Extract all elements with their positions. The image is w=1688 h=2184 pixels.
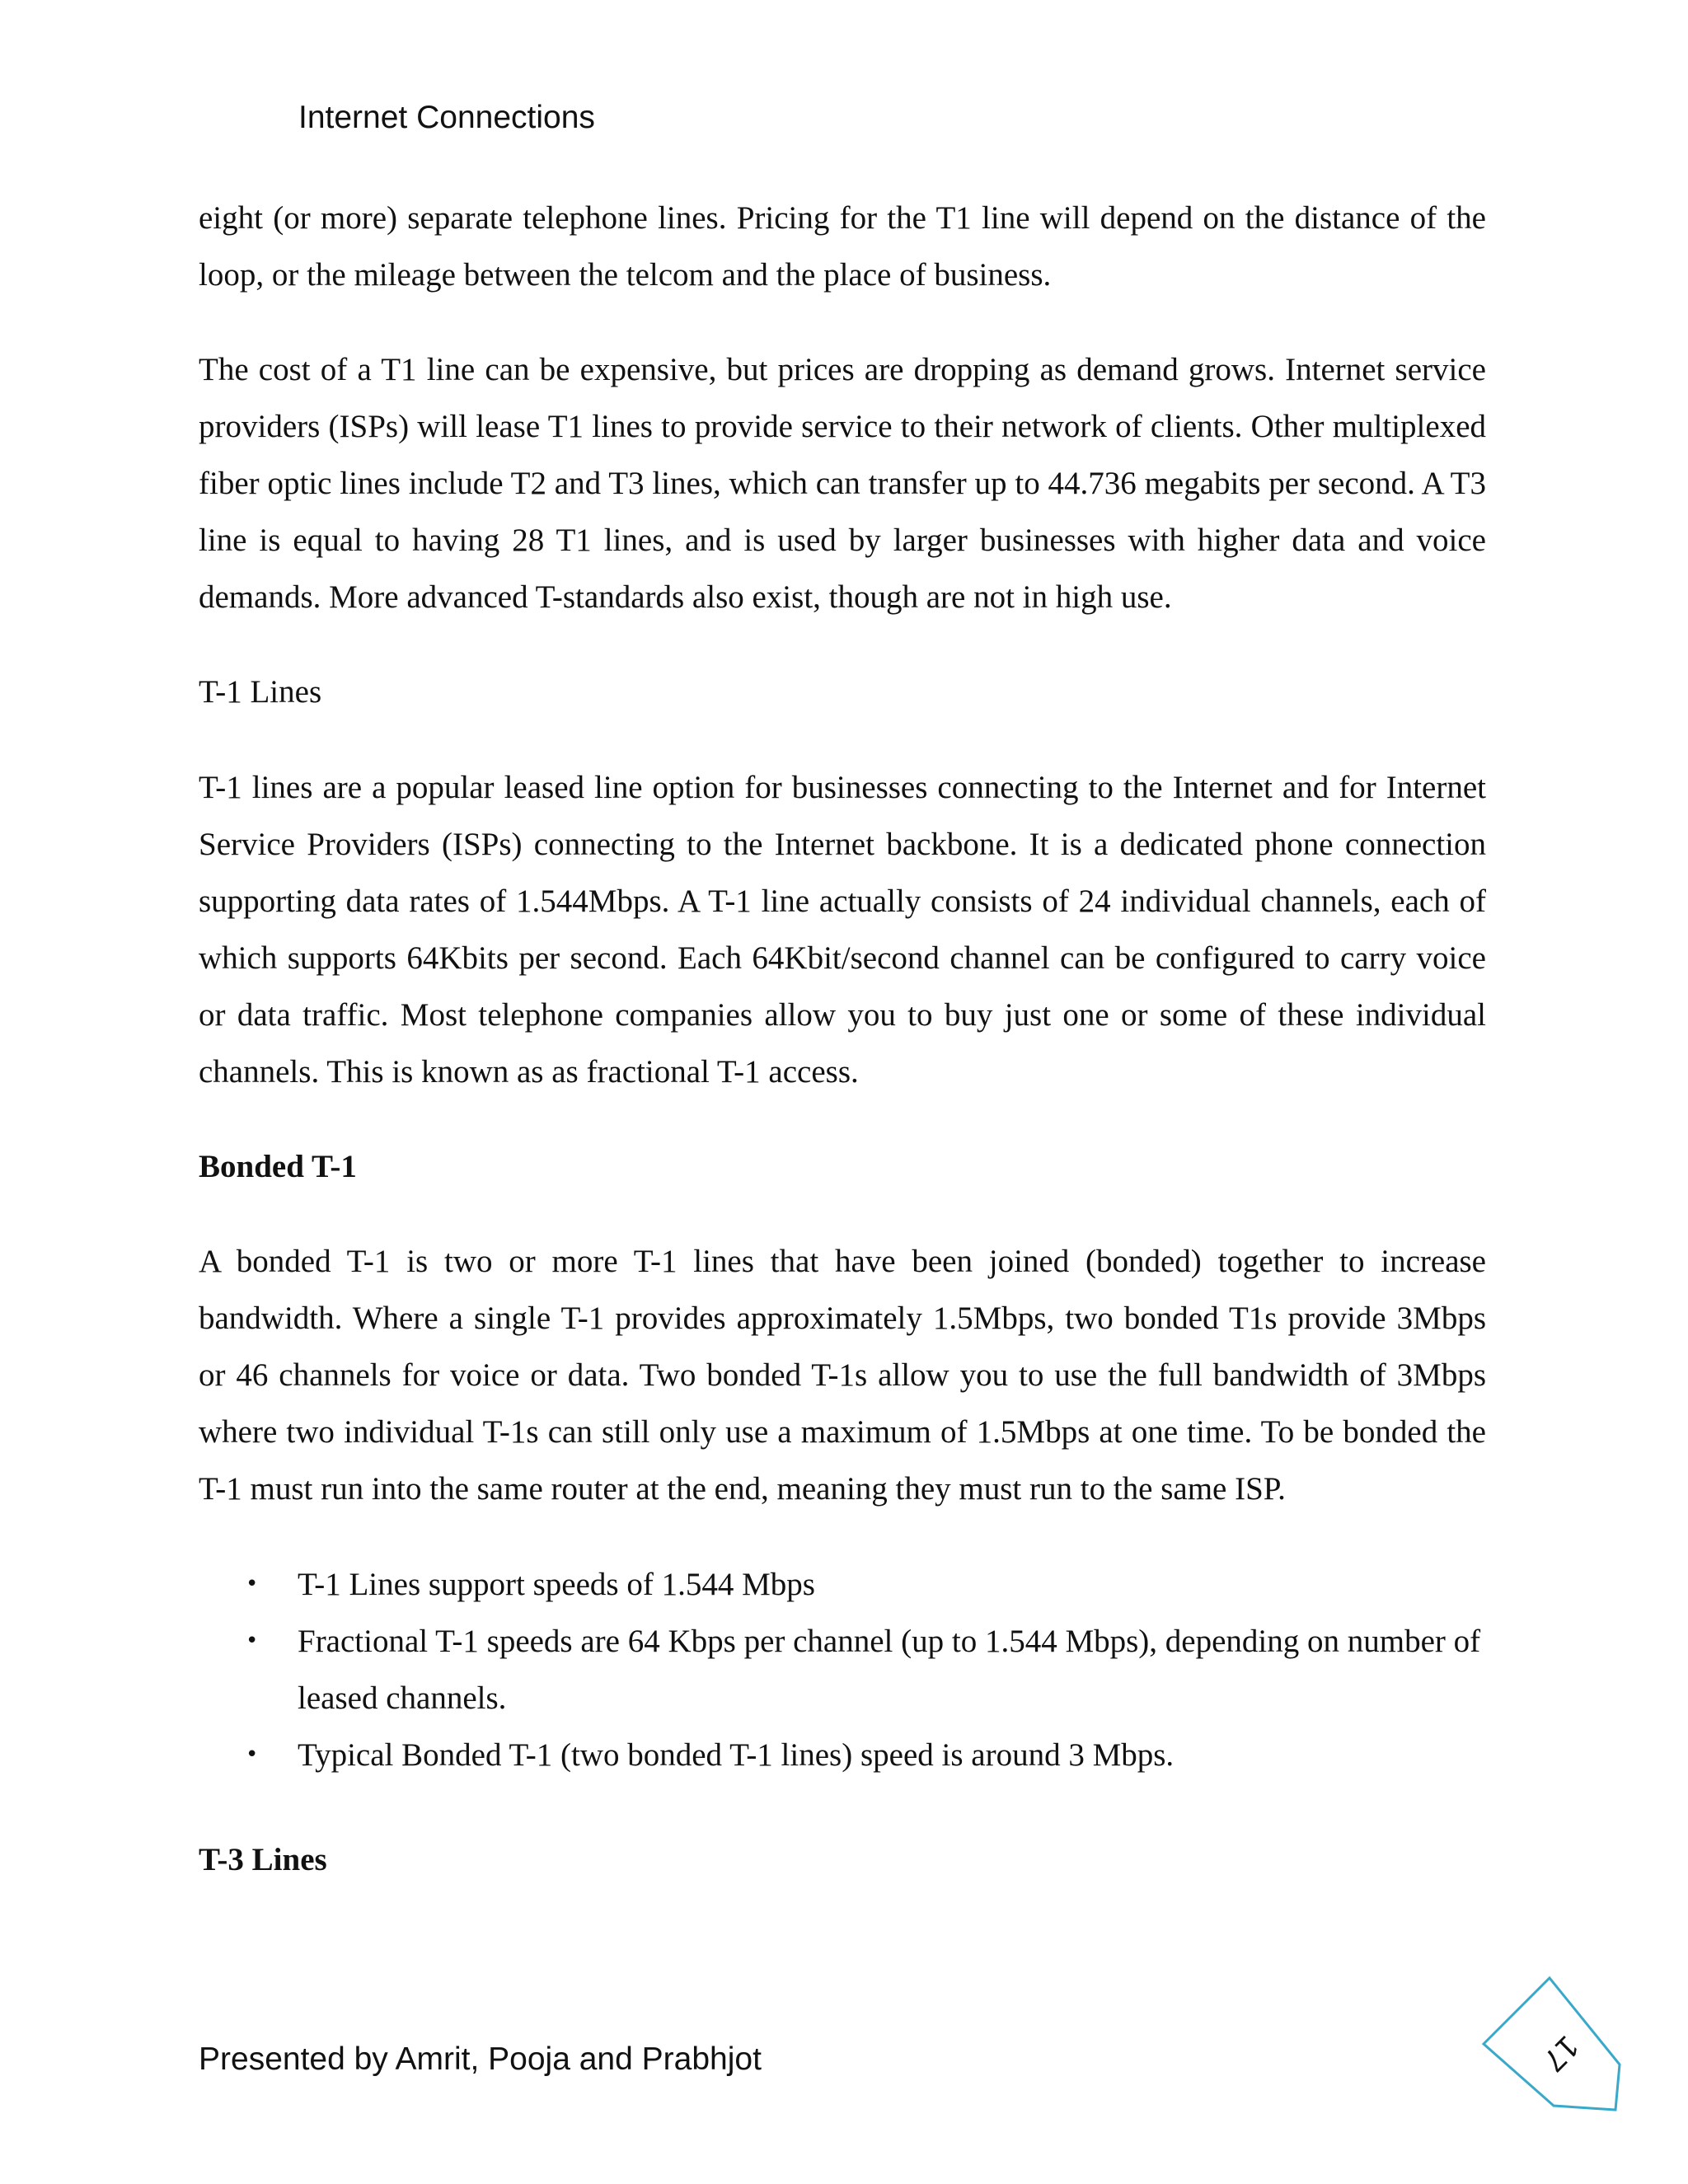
body-text-p4 (199, 1233, 1486, 1517)
body-text (199, 190, 1486, 303)
list-item-text: T-1 Lines support speeds of 1.544 Mbps (298, 1567, 815, 1602)
heading-block-bonded (199, 1138, 1486, 1195)
bullet-list (199, 1556, 1486, 1783)
page-number: 17 (1536, 2028, 1586, 2079)
paragraph-t1-cost: The cost of a T1 line can be expensive, but prices are dropping as demand grows. Internet service providers (ISPs) will lease T1 lines to provide service to their network of clients. Other multiplexed fiber optic lines include T2 and T3 lines, which can transfer up to 44.736 megabits per second. A T3 line is equal to having 28 T1 lines, and is used by larger businesses with higher data and voice demands. More advanced T-standards also exist, though are not in high use. (199, 352, 1486, 615)
heading-t1-lines: T-1 Lines (199, 674, 322, 710)
list-item-text: Typical Bonded T-1 (two bonded T-1 lines) speed is around 3 Mbps. (298, 1737, 1175, 1773)
paragraph-continuation: eight (or more) separate telephone lines. Pricing for the T1 line will depend on the distance of the loop, or the mileage between the telcom and the place of business. (199, 200, 1486, 293)
heading-block-t1 (199, 663, 1486, 720)
list-item (199, 1613, 1486, 1727)
body-text-p3 (199, 759, 1486, 1100)
footer-presenters: Presented by Amrit, Pooja and Prabhjot (199, 2041, 762, 2077)
heading-block-t3 (199, 1831, 1486, 1888)
bullet-list-block (199, 1556, 1486, 1783)
bullet-icon: • (246, 1629, 259, 1653)
body-text-p2 (199, 341, 1486, 626)
list-item (199, 1727, 1486, 1783)
page-header-title: Internet Connections (298, 100, 595, 135)
paragraph-t1-description: T-1 lines are a popular leased line option for businesses connecting to the Internet and for Internet Service Providers (ISPs) connecting to the Internet backbone. It is a dedicated phone connection supporting data rates of 1.544Mbps. A T-1 line actually consists of 24 individual channels, each of which supports 64Kbits per second. Each 64Kbit/second channel can be configured to carry voice or data traffic. Most telephone companies allow you to buy just one or some of these individual channels. This is known as as fractional T-1 access. (199, 770, 1486, 1090)
heading-t3-lines: T-3 Lines (199, 1842, 327, 1877)
bullet-icon: • (246, 1572, 259, 1596)
list-item-text: Fractional T-1 speeds are 64 Kbps per channel (up to 1.544 Mbps), depending on number of leased channels. (298, 1624, 1481, 1716)
paragraph-bonded-t1: A bonded T-1 is two or more T-1 lines that have been joined (bonded) together to increase bandwidth. Where a single T-1 provides approximately 1.5Mbps, two bonded T1s provide 3Mbps or 46 channels for voice or data. Two bonded T-1s allow you to use the full bandwidth of 3Mbps where two individual T-1s can still only use a maximum of 1.5Mbps at one time. To be bonded the T-1 must run into the same router at the end, meaning they must run to the same ISP. (199, 1244, 1486, 1507)
bullet-icon: • (246, 1742, 259, 1767)
page-number-tag (1475, 1974, 1640, 2122)
list-item (199, 1556, 1486, 1613)
heading-bonded-t1: Bonded T-1 (199, 1149, 357, 1184)
